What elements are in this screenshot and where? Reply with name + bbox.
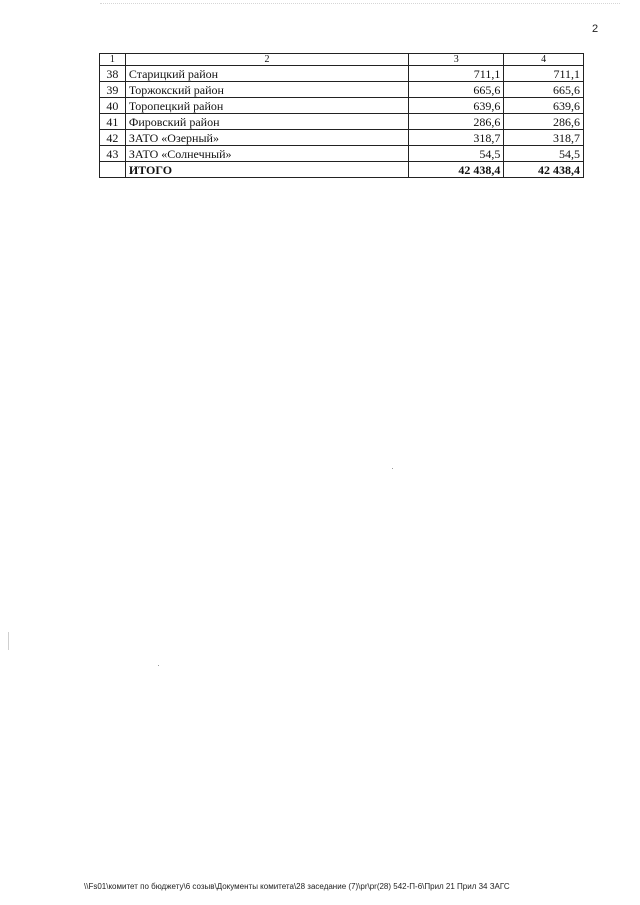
- header-cell-4: 4: [504, 54, 584, 66]
- header-cell-2: 2: [125, 54, 408, 66]
- page-number: 2: [592, 23, 599, 35]
- row-number: 40: [100, 98, 126, 114]
- total-value-3: 42 438,4: [409, 162, 504, 178]
- total-value-4: 42 438,4: [504, 162, 584, 178]
- row-value-4: 639,6: [504, 98, 584, 114]
- row-name: Фировский район: [125, 114, 408, 130]
- row-value-4: 711,1: [504, 66, 584, 82]
- table-row: [100, 98, 584, 114]
- row-value-3: 286,6: [409, 114, 504, 130]
- row-name: ЗАТО «Солнечный»: [125, 146, 408, 162]
- row-value-4: 286,6: [504, 114, 584, 130]
- total-label: ИТОГО: [125, 162, 408, 178]
- row-value-3: 54,5: [409, 146, 504, 162]
- row-value-3: 318,7: [409, 130, 504, 146]
- row-number: 38: [100, 66, 126, 82]
- row-number: 39: [100, 82, 126, 98]
- total-number: [100, 162, 126, 178]
- row-name: Старицкий район: [125, 66, 408, 82]
- header-cell-1: 1: [100, 54, 126, 66]
- table-row: [100, 114, 584, 130]
- table-row: [100, 130, 584, 146]
- row-value-3: 665,6: [409, 82, 504, 98]
- scan-speck: [392, 468, 393, 469]
- header-cell-3: 3: [409, 54, 504, 66]
- table-header-row: [100, 54, 584, 66]
- row-value-3: 639,6: [409, 98, 504, 114]
- scan-speck: [8, 632, 9, 650]
- scan-speck: [158, 665, 159, 666]
- table-row: [100, 66, 584, 82]
- row-name: Торжокский район: [125, 82, 408, 98]
- row-number: 41: [100, 114, 126, 130]
- row-value-3: 711,1: [409, 66, 504, 82]
- budget-table: [99, 53, 584, 178]
- row-name: ЗАТО «Озерный»: [125, 130, 408, 146]
- row-value-4: 665,6: [504, 82, 584, 98]
- footer-file-path: \\Fs01\комитет по бюджету\6 созыв\Документы комитета\28 заседание (7)\pr\pr(28) 542-П-6\Прил 21 Прил 34 ЗАГС: [84, 882, 510, 891]
- row-number: 43: [100, 146, 126, 162]
- table-row: [100, 146, 584, 162]
- row-number: 42: [100, 130, 126, 146]
- table-row: [100, 82, 584, 98]
- row-value-4: 54,5: [504, 146, 584, 162]
- row-name: Торопецкий район: [125, 98, 408, 114]
- row-value-4: 318,7: [504, 130, 584, 146]
- scan-artifact-line: [100, 3, 620, 5]
- table-total-row: [100, 162, 584, 178]
